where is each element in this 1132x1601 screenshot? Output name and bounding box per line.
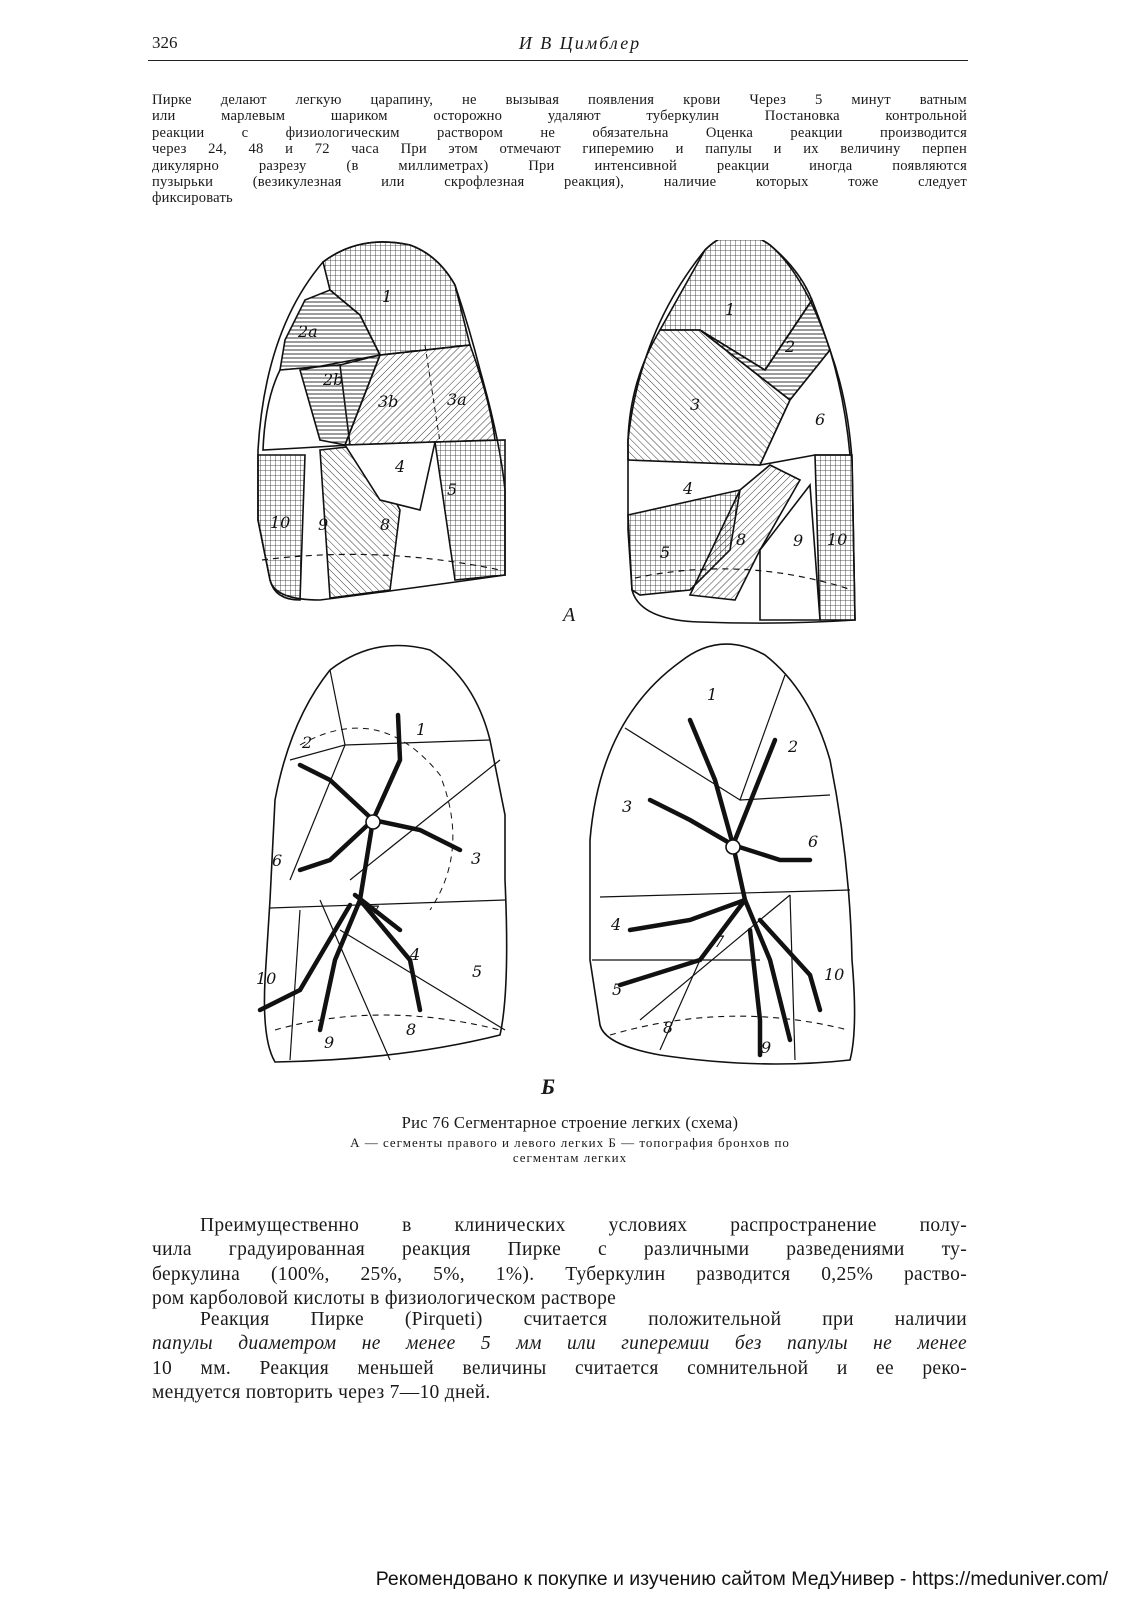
label-a-r-2a: 2a [298,322,318,341]
label-b-r-10: 10 [256,969,277,988]
panel-a-left-lung [628,240,855,623]
label-b-l-5: 5 [612,980,623,999]
label-a-r-8: 8 [380,515,391,534]
paragraph-line: чила градуированная реакция Пирке с различными разведениями ту- [152,1239,967,1261]
lung-segments-figure [250,240,900,1110]
label-a-r-3a: 3a [447,390,467,409]
label-a-l-10: 10 [827,530,848,549]
label-b-l-4: 4 [611,915,622,934]
intro-line: фиксировать [152,190,233,207]
label-b-l-7: 7 [714,932,725,951]
label-b-r-8: 8 [406,1020,417,1039]
intro-line: через 24, 48 и 72 часа При этом отмечают гиперемию и папулы и их величину перпен [152,141,967,158]
label-b-l-8: 8 [663,1018,674,1037]
label-a-l-4: 4 [683,479,694,498]
panel-a-label: А [563,604,576,626]
intro-line: Пирке делают легкую царапину, не вызывая появления крови Через 5 минут ватным [152,92,967,108]
label-b-r-5: 5 [472,962,483,981]
label-b-l-3: 3 [622,797,633,816]
label-a-r-9: 9 [318,515,329,534]
label-b-r-3: 3 [471,849,482,868]
page-number: 326 [152,33,178,52]
figure-caption-detail: А — сегменты правого и левого легких Б — топография бронхов по [350,1135,790,1150]
label-a-l-1: 1 [725,300,736,319]
main-paragraph-2 [152,1308,967,1406]
label-a-l-6: 6 [815,410,826,429]
paragraph-line: мендуется повторить через 7—10 дней. [152,1382,491,1404]
intro-line: дикулярно разрезу (в миллиметрах) При интенсивной реакции иногда появляются [152,157,967,174]
panel-b-right-lung [260,646,507,1063]
label-a-l-9: 9 [793,531,804,550]
label-a-l-3: 3 [690,395,701,414]
label-b-r-6: 6 [272,851,283,870]
label-b-l-2: 2 [788,737,799,756]
running-title: И В Цимблер [518,33,642,53]
paragraph-line: ром карболовой кислоты в физиологическом растворе [152,1288,617,1310]
label-a-l-5: 5 [660,543,671,562]
intro-line: реакции с физиологическим раствором не обязательна Оценка реакции производится [152,124,967,141]
paragraph-line: 10 мм. Реакция меньшей величины считается сомнительной и ее реко- [152,1357,967,1379]
figure-caption: Рис 76 Сегментарное строение легких (схема) [401,1113,739,1132]
paragraph-line: Преимущественно в клинических условиях распространение полу- [200,1215,967,1236]
label-b-r-1: 1 [416,720,427,739]
intro-paragraph [152,92,967,207]
footer-recommendation[interactable]: Рекомендовано к покупке и изучению сайтом МедУнивер - https://meduniver.com/ [375,1568,1108,1590]
figure-caption-detail: сегментам легких [512,1150,628,1165]
intro-line: или марлевым шариком осторожно удаляют туберкулин Постановка контрольной [152,108,967,125]
label-a-r-5: 5 [447,480,458,499]
intro-line: пузырьки (везикулезная или скрофлезная реакция), наличие которых тоже следует [152,174,967,191]
label-b-l-9: 9 [761,1038,772,1057]
label-a-l-8: 8 [736,530,747,549]
label-a-r-4: 4 [395,457,406,476]
label-b-r-9: 9 [324,1033,335,1052]
paragraph-line: Реакция Пирке (Pirqueti) считается положительной при наличии [200,1309,967,1330]
label-b-r-4: 4 [410,945,421,964]
label-b-r-2: 2 [302,733,313,752]
paragraph-line: беркулина (100%, 25%, 5%, 1%). Туберкулин разводится 0,25% раство- [152,1263,967,1285]
label-b-l-6: 6 [808,832,819,851]
header-rule [148,60,968,61]
panel-b-left-lung [590,644,855,1064]
label-b-l-10: 10 [824,965,845,984]
label-b-l-1: 1 [707,685,718,704]
panel-b-label: Б [541,1074,555,1099]
label-a-r-1: 1 [382,287,393,306]
paragraph-line: папулы диаметром не менее 5 мм или гиперемии без папулы не менее [152,1333,967,1355]
label-a-r-2b: 2b [323,370,344,389]
label-a-l-2: 2 [785,337,796,356]
label-b-r-7: 7 [369,902,380,921]
main-paragraph-1 [152,1214,967,1312]
label-a-r-10: 10 [270,513,291,532]
label-a-r-3b: 3b [378,392,399,411]
